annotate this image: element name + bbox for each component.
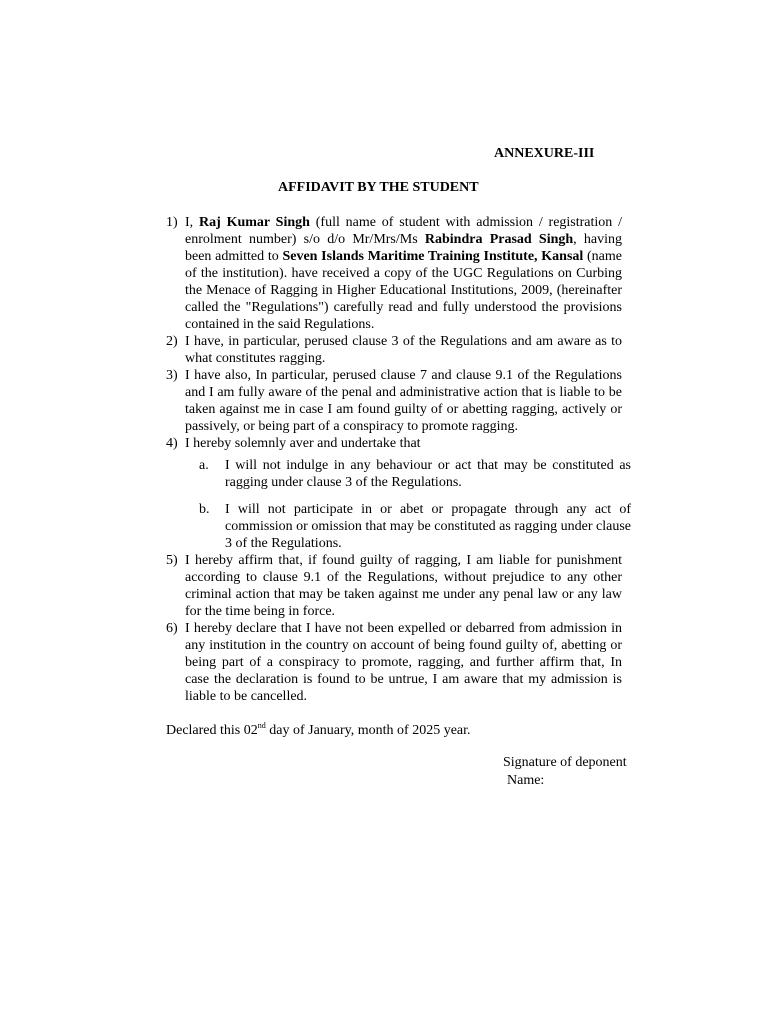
clause-text: I have also, In particular, perused clause 7 and clause 9.1 of the Regulations and I am fully aware of the penal and administrative action that is liable to be taken against me in case I am found guilty of or abetting ragging, actively or passively, or being part of a conspiracy to promote ragging. bbox=[185, 368, 622, 434]
clause-5 bbox=[166, 552, 622, 620]
clause-number: 3) bbox=[166, 368, 178, 383]
clause-2 bbox=[166, 333, 622, 367]
clause-1 bbox=[166, 214, 622, 333]
sub-clause-letter: b. bbox=[199, 502, 210, 517]
sub-clause-a bbox=[199, 457, 631, 491]
clause-text-part: (full name of student with admission / registration / enrolment number) s/o d/o Mr/Mrs/Ms bbox=[185, 215, 622, 247]
clause-number: 6) bbox=[166, 621, 178, 636]
institution-name: Seven Islands Maritime Training Institute, Kansal bbox=[282, 249, 584, 264]
affidavit-content bbox=[166, 214, 631, 739]
clause-6 bbox=[166, 620, 622, 705]
clause-number: 1) bbox=[166, 215, 178, 230]
sub-clause-text: I will not indulge in any behaviour or act that may be constituted as ragging under clause 3 of the Regulations. bbox=[225, 458, 631, 490]
declaration-ordinal: nd bbox=[257, 721, 266, 730]
clause-text-part: I, bbox=[185, 215, 199, 230]
signature-name-label: Name: bbox=[507, 773, 545, 788]
clause-text-part: (name of the institution). have received a copy of the UGC Regulations on Curbing the Menace of Ragging in Higher Educational Institutions, 2009, (hereinafter called the "Regulations") carefully read and fully understood the provisions contained in the said Regulations. bbox=[185, 249, 622, 332]
clause-3 bbox=[166, 367, 622, 435]
clause-number: 4) bbox=[166, 436, 178, 451]
clause-text: I hereby declare that I have not been expelled or debarred from admission in any institution in the country on account of being found guilty of, abetting or being part of a conspiracy to promote, ragging, and further affirm that, In case the declaration is found to be untrue, I am aware that my admission is liable to be cancelled. bbox=[185, 621, 622, 704]
student-name: Raj Kumar Singh bbox=[198, 215, 310, 230]
clause-number: 2) bbox=[166, 334, 178, 349]
clause-text-part: , having been admitted to bbox=[185, 232, 622, 264]
declaration-line bbox=[166, 722, 622, 739]
clause-number: 5) bbox=[166, 553, 178, 568]
signature-label: Signature of deponent bbox=[503, 755, 627, 770]
clause-text: I have, in particular, perused clause 3 of the Regulations and am aware as to what constitutes ragging. bbox=[185, 334, 622, 366]
sub-clause-b bbox=[199, 501, 631, 552]
clause-text: I hereby solemnly aver and undertake that bbox=[185, 436, 421, 451]
clause-4 bbox=[166, 435, 622, 452]
declaration-prefix: Declared this 02 bbox=[166, 723, 258, 738]
clause-text: I hereby affirm that, if found guilty of ragging, I am liable for punishment according to clause 9.1 of the Regulations, without prejudice to any other criminal action that may be taken against me under any penal law or any law for the time being in force. bbox=[185, 553, 622, 619]
sub-clause-text: I will not participate in or abet or propagate through any act of commission or omission that may be constituted as ragging under clause 3 of the Regulations. bbox=[225, 502, 631, 551]
document-title: AFFIDAVIT BY THE STUDENT bbox=[278, 180, 479, 195]
parent-name: Rabindra Prasad Singh bbox=[424, 232, 574, 247]
sub-clause-letter: a. bbox=[199, 458, 209, 473]
annexure-label: ANNEXURE-III bbox=[494, 146, 595, 161]
clause-text bbox=[185, 214, 622, 333]
declaration-suffix: day of January, month of 2025 year. bbox=[265, 723, 471, 738]
